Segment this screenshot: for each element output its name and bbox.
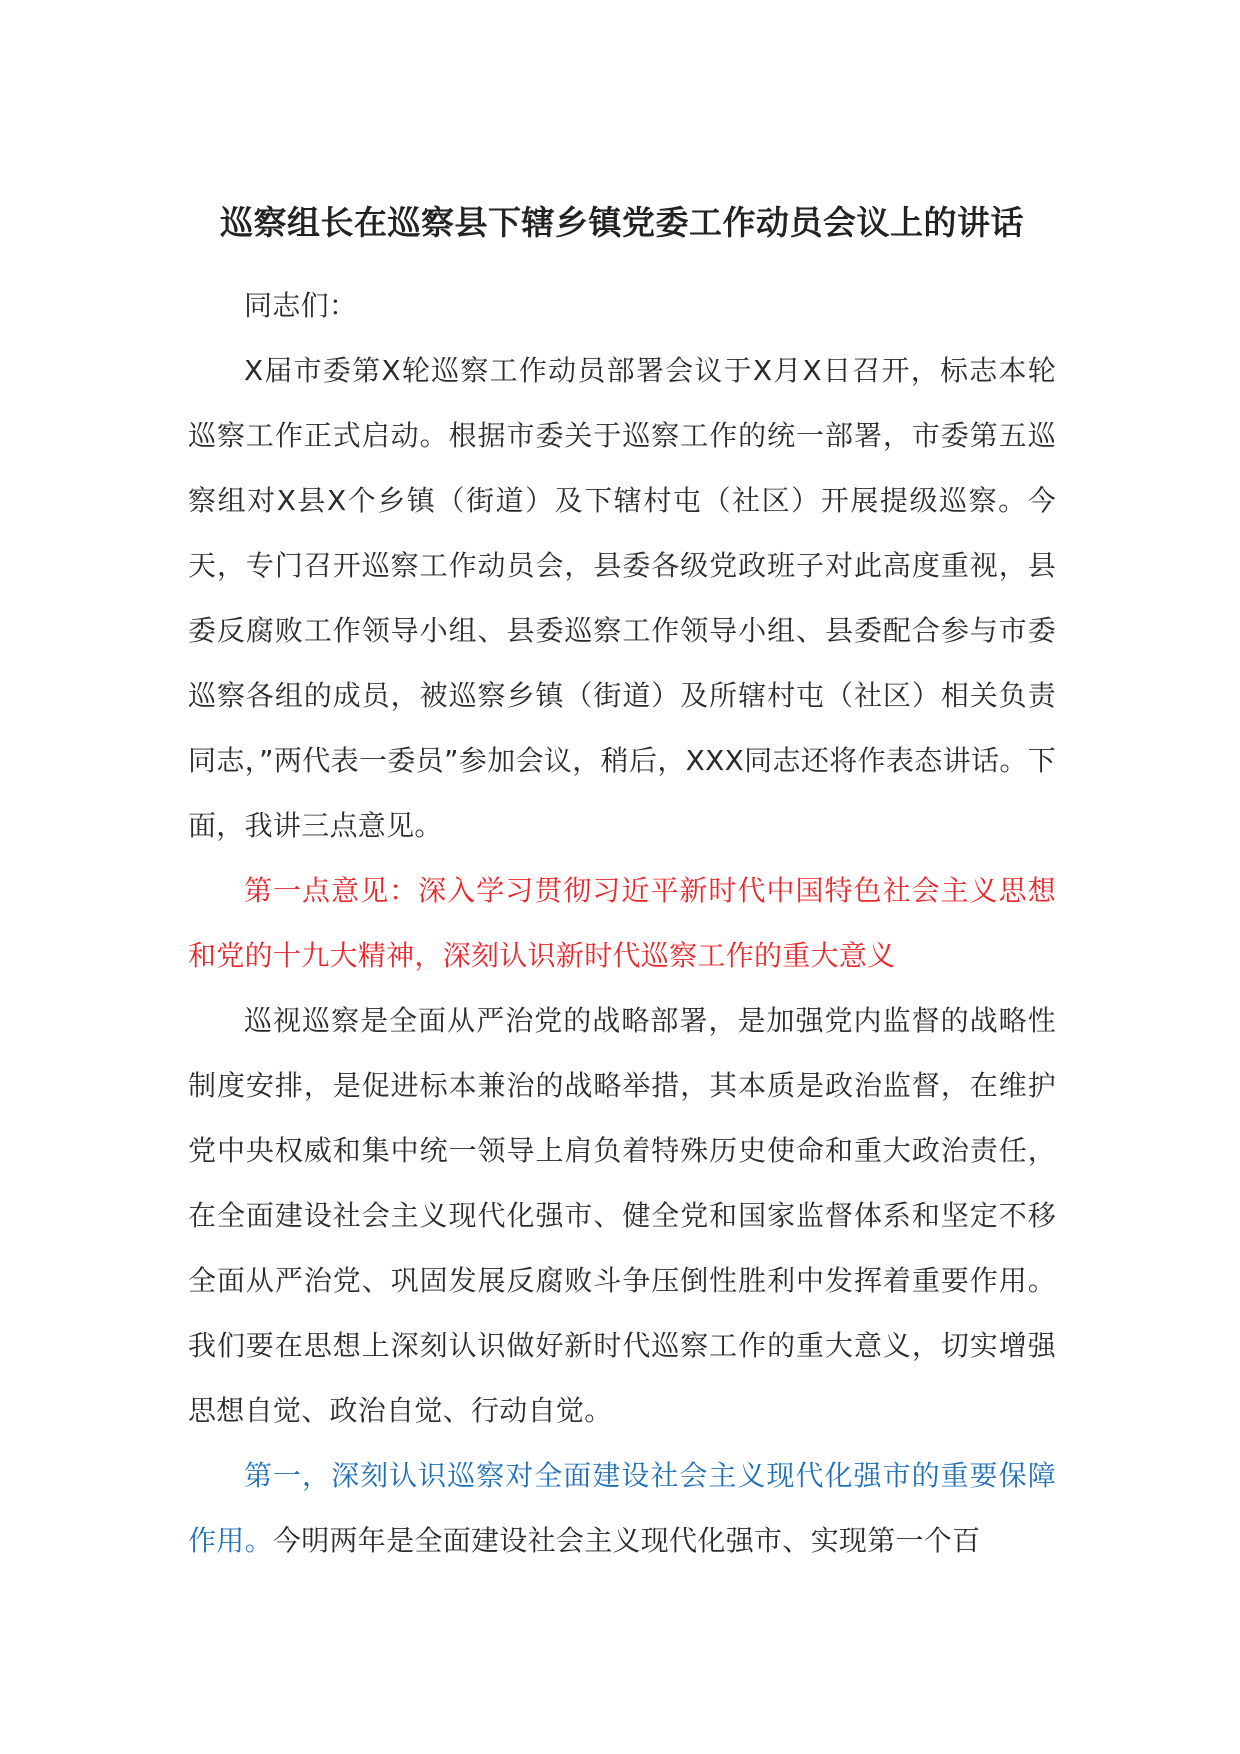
intro-paragraph: X届市委第X轮巡察工作动员部署会议于X月X日召开，标志本轮巡察工作正式启动。根据市委关于巡察工作的统一部署，市委第五巡察组对X县X个乡镇（街道）及下辖村屯（社区）开展提级巡察。今天，专门召开巡察工作动员会，县委各级党政班子对此高度重视，县委反腐败工作领导小组、县委巡察工作领导小组、县委配合参与市委巡察各组的成员，被巡察乡镇（街道）及所辖村屯（社区）相关负责同志，”两代表一委员”参加会议，稍后，XXX同志还将作表态讲话。下面，我讲三点意见。 <box>188 354 1056 842</box>
document-body <box>188 195 1056 1573</box>
greeting: 同志们： <box>244 289 358 322</box>
section-heading-1: 第一点意见：深入学习贯彻习近平新时代中国特色社会主义思想和党的十九大精神，深刻认识新时代巡察工作的重大意义 <box>188 874 1056 972</box>
subpoint-text-1: 今明两年是全面建设社会主义现代化强市、实现第一个百 <box>272 1524 981 1557</box>
subpoint-heading-1: 第一，深刻认识巡察对全面建设社会主义现代化强市的重要保障作用。 <box>188 1459 1056 1557</box>
subpoint-paragraph-1 <box>188 1443 1056 1573</box>
document-title: 巡察组长在巡察县下辖乡镇党委工作动员会议上的讲话 <box>220 203 1024 242</box>
section-paragraph-1: 巡视巡察是全面从严治党的战略部署，是加强党内监督的战略性制度安排，是促进标本兼治的战略举措，其本质是政治监督，在维护党中央权威和集中统一领导上肩负着特殊历史使命和重大政治责任，在全面建设社会主义现代化强市、健全党和国家监督体系和坚定不移全面从严治党、巩固发展反腐败斗争压倒性胜利中发挥着重要作用。我们要在思想上深刻认识做好新时代巡察工作的重大意义，切实增强思想自觉、政治自觉、行动自觉。 <box>188 1004 1056 1427</box>
